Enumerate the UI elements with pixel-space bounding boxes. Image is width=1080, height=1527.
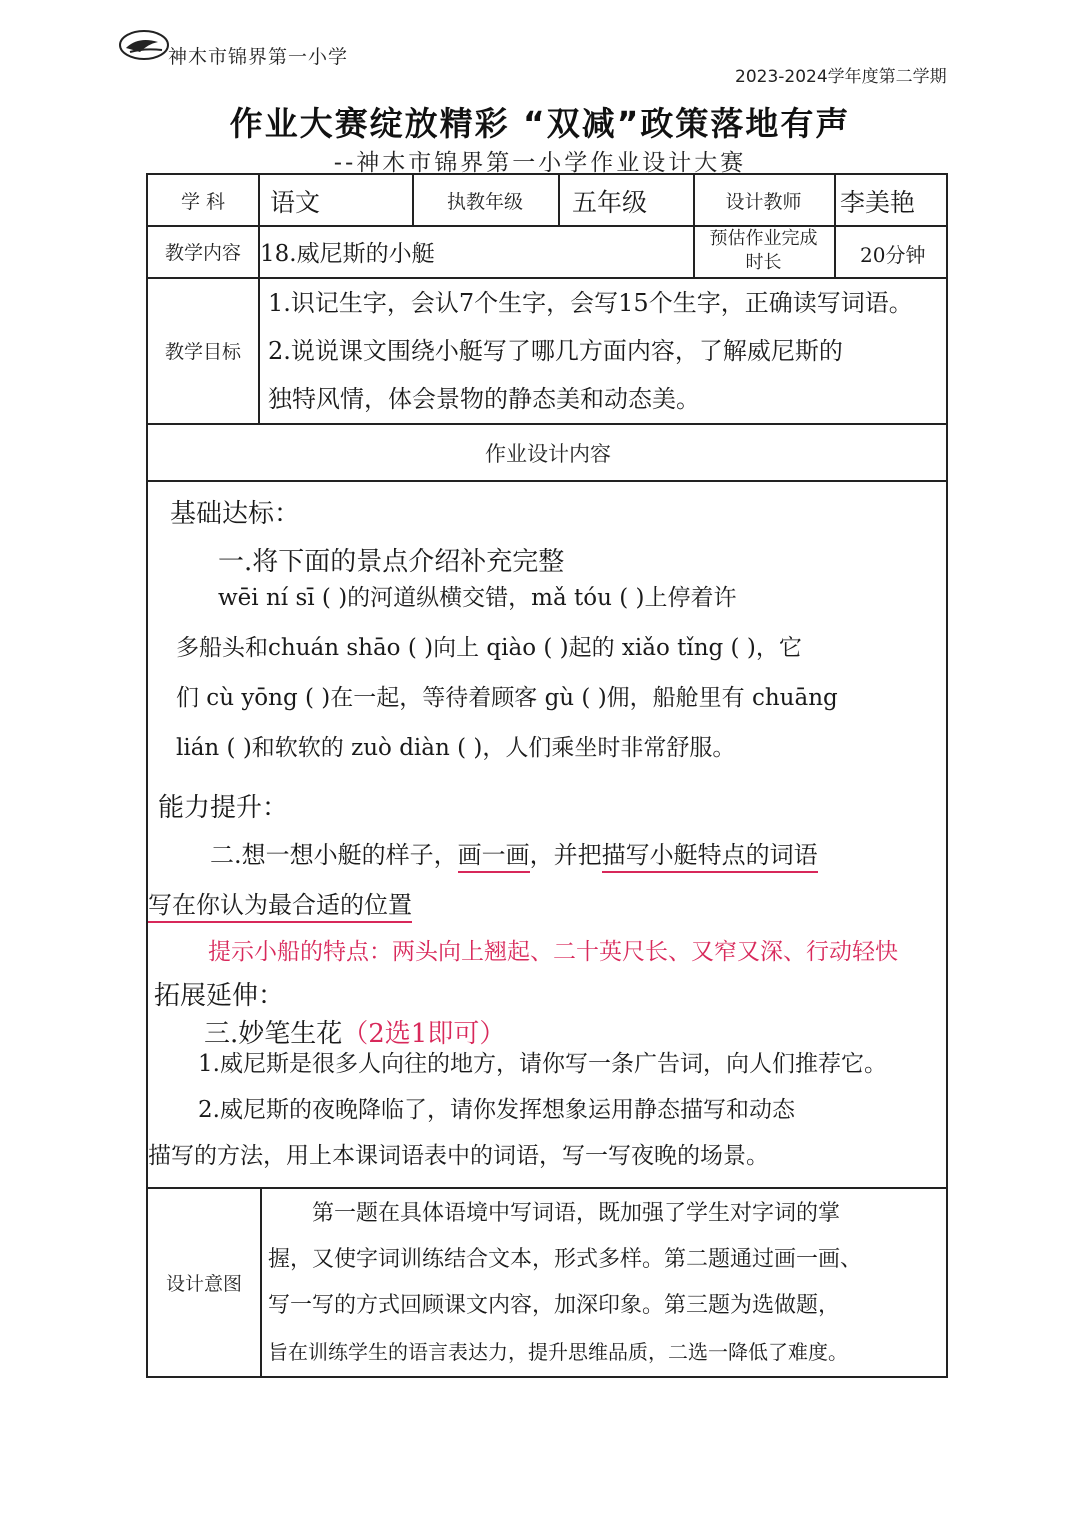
q1-line: wēi ní sī ( )的河道纵横交错，mǎ tóu ( )上停着许 <box>218 585 737 611</box>
duration-label-line1: 预估作业完成 <box>709 228 818 249</box>
q3-line: 描写的方法，用上本课词语表中的词语，写一写夜晚的场景。 <box>148 1143 769 1169</box>
design-content-header: 作业设计内容 <box>485 441 611 466</box>
q2-words-underlined: 描写小艇特点的词语 <box>602 841 818 873</box>
q2-hint: 提示小船的特点：两头向上翘起、二十英尺长、又窄又深、行动轻快 <box>208 939 898 965</box>
q3-note: （2选1即可） <box>342 1019 506 1049</box>
school-name: 神木市锦界第一小学 <box>168 46 349 68</box>
term-label: 2023-2024学年度第二学期 <box>735 67 947 87</box>
q1-line: 多船头和chuán shāo ( )向上 qiào ( )起的 xiǎo tǐng ( )，它 <box>176 635 802 661</box>
q2-draw-underlined: 画一画 <box>458 841 530 873</box>
q1-line: 们 cù yōng ( )在一起，等待着顾客 gù ( )佣，船舱里有 chuāng <box>176 685 838 711</box>
goal-line: 独特风情，体会景物的静态美和动态美。 <box>268 385 700 413</box>
intent-label: 设计意图 <box>165 1273 242 1295</box>
q3-title: 三.妙笔生花 <box>204 1019 343 1049</box>
q3-body <box>148 1041 887 1179</box>
content-value: 18.威尼斯的小艇 <box>260 241 435 267</box>
subject-value: 语文 <box>270 188 321 217</box>
section-extend-title: 拓展延伸： <box>154 981 285 1011</box>
grade-label: 执教年级 <box>446 190 523 213</box>
duration-value: 20分钟 <box>860 243 926 267</box>
page-title: 作业大赛绽放精彩 “双减”政策落地有声 <box>229 104 851 143</box>
q1-title: 一.将下面的景点介绍补充完整 <box>218 547 565 577</box>
homework-design-table <box>146 173 948 1378</box>
q3-line: 1.威尼斯是很多人向往的地方，请你写一条广告词，向人们推荐它。 <box>198 1051 887 1077</box>
goal-line: 2.说说课文围绕小艇写了哪几方面内容，了解威尼斯的 <box>268 337 843 365</box>
content-label: 教学内容 <box>164 241 241 264</box>
intent-line: 握，又使字词训练结合文本，形式多样。第二题通过画一画、 <box>268 1247 863 1272</box>
q2-line1 <box>210 835 818 870</box>
teacher-label: 设计教师 <box>725 190 802 213</box>
goal-line: 1.识记生字，会认7个生字，会写15个生字，正确读写词语。 <box>268 289 913 317</box>
q2-position-underlined: 写在你认为最合适的位置 <box>148 891 412 923</box>
intent-line: 旨在训练学生的语言表达力，提升思维品质，二选一降低了难度。 <box>268 1340 848 1364</box>
intent-line: 写一写的方式回顾课文内容，加深印象。第三题为选做题， <box>268 1293 841 1318</box>
intent-text <box>268 1191 862 1375</box>
goals-text <box>268 279 913 423</box>
duration-label-line2: 时长 <box>745 252 782 273</box>
grade-value: 五年级 <box>572 188 648 217</box>
goals-label: 教学目标 <box>164 340 241 363</box>
q1-line: lián ( )和软软的 zuò diàn ( )，人们乘坐时非常舒服。 <box>176 735 736 761</box>
intent-line: 第一题在具体语境中写词语，既加强了学生对字词的掌 <box>312 1201 841 1226</box>
q2-text: ，并把 <box>529 841 602 869</box>
teacher-value: 李美艳 <box>840 188 916 217</box>
section-basic-title: 基础达标： <box>170 499 301 529</box>
subject-label: 学 科 <box>180 190 226 213</box>
q1-body <box>148 573 838 773</box>
section-ability-title: 能力提升： <box>158 793 289 823</box>
page-subtitle: --神木市锦界第一小学作业设计大赛 <box>333 150 747 176</box>
q2-line2 <box>148 885 412 920</box>
q3-line: 2.威尼斯的夜晚降临了，请你发挥想象运用静态描写和动态 <box>198 1097 795 1123</box>
school-logo-icon <box>118 28 170 62</box>
duration-label <box>693 227 834 275</box>
q2-text: 二.想一想小艇的样子， <box>210 841 458 869</box>
